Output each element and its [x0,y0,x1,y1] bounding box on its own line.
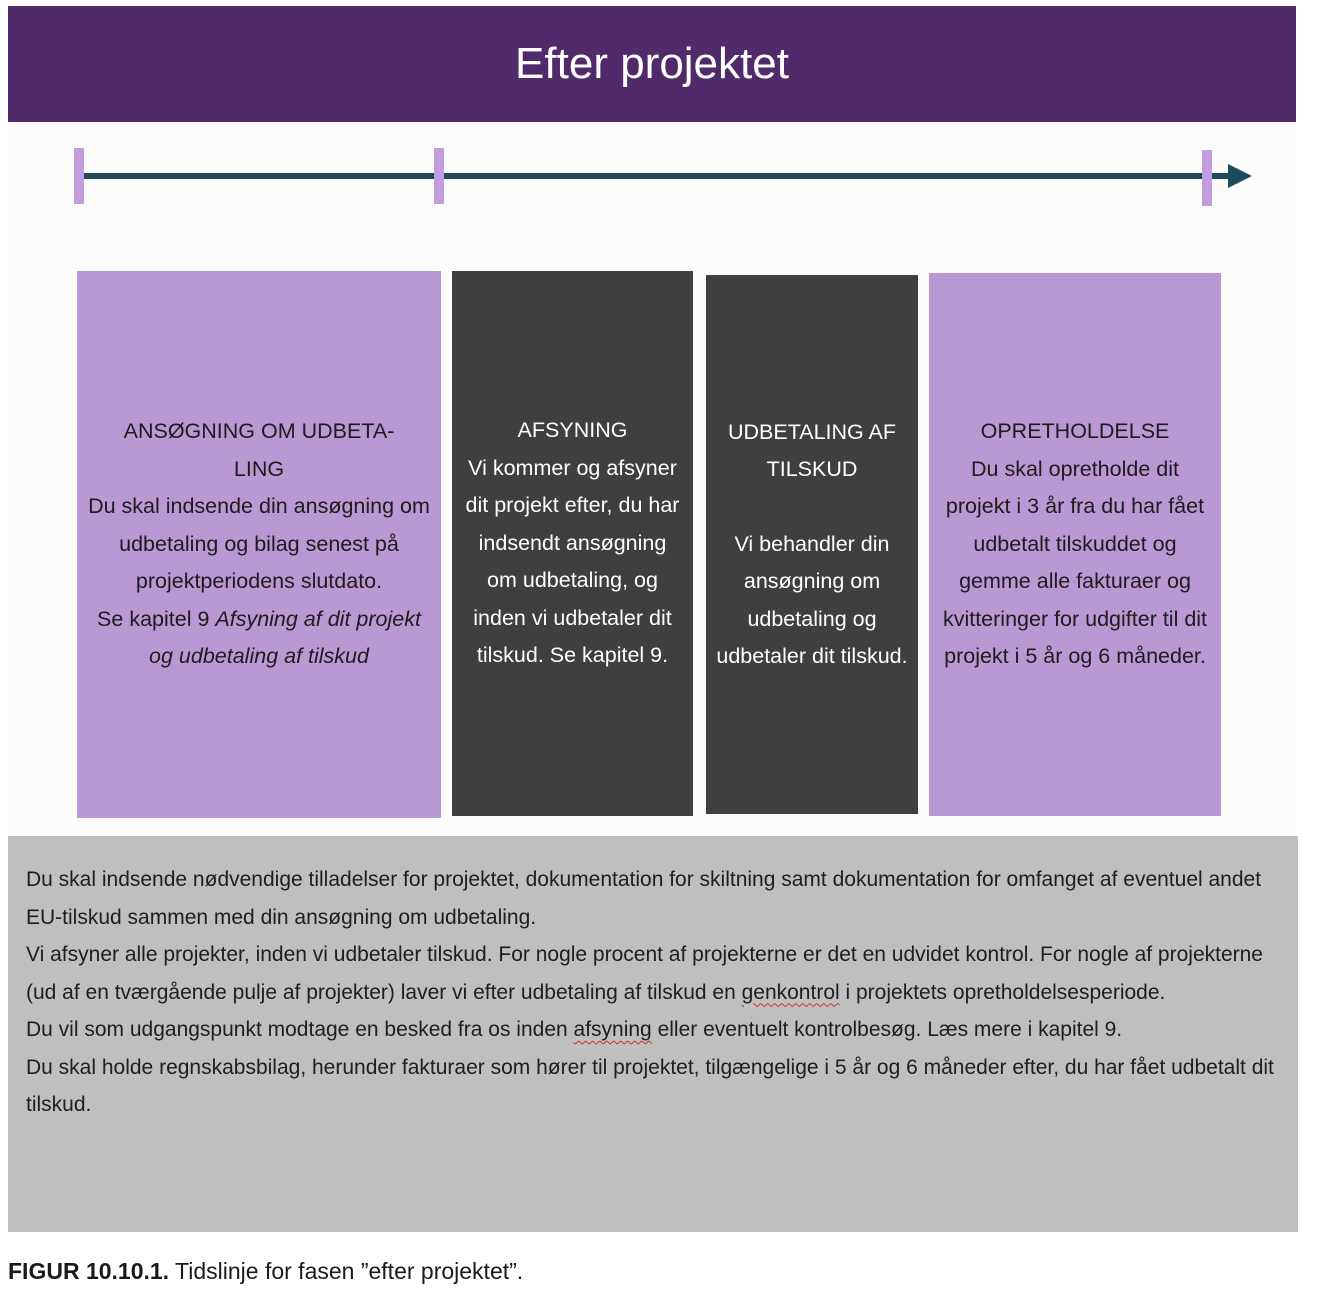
info-note [8,836,1298,1232]
step-maintenance-text: Du skal opretholde dit projekt i 3 år fra du har fået udbetalt tilskuddet og gemme alle fakturaer og kvitteringer for udgifter til dit projekt i 5 år og 6 måneder. [942,456,1208,669]
figure-caption-text: Tidslinje for fasen ”efter projektet”. [169,1258,524,1284]
step-application [77,271,441,818]
title-banner [8,6,1296,122]
timeline-arrowhead [1228,164,1252,188]
step-application-reference: Se kapitel 9 Afsyning af dit projekt og udbetaling af tilskud [97,606,421,669]
step-payout [706,275,918,814]
spellcheck-word-afsyning: afsyning [573,1018,652,1041]
timeline-tick-middle [434,148,444,204]
figure-caption [8,1258,523,1285]
step-application-text: Du skal indsende din ansøgning om udbetaling og bilag senest på projektperiodens slutdato. [88,494,430,594]
step-maintenance-heading: OPRETHOLDELSE [980,419,1170,444]
step-maintenance [929,273,1221,816]
spellcheck-word-genkontrol: genkontrol [741,980,840,1004]
note-paragraph-notice: Du vil som udgangspunkt modtage en besked fra os inden afsyning eller eventuelt kontrolbesøg. Læs mere i kapitel 9. [26,1018,1123,1041]
step-inspection-text: Vi kommer og afsyner dit projekt efter, du har indsendt ansøgning om udbetaling, og inden vi udbetaler dit tilskud. Se kapitel 9. [465,455,680,668]
step-inspection [452,271,693,816]
note-paragraph-inspection: Vi afsyner alle projekter, inden vi udbetaler tilskud. For nogle procent af projekterne er det en udvidet kontrol. For nogle af projekterne (ud af en tværgående pulje af projekter) laver vi efter udbetaling af tilskud en genkontrol i projektets opretholdelsesperiode. [26,943,1263,1004]
step-payout-text: Vi behandler din ansøgning om udbetaling og udbetaler dit tilskud. [716,531,908,668]
timeline-tick-start [74,148,84,204]
timeline-tick-end [1202,150,1212,206]
step-application-heading: ANSØGNING OM UDBETA-LING [123,419,395,481]
step-payout-heading: UDBETALING AF TILSKUD [727,419,897,481]
note-paragraph-permits: Du skal indsende nødvendige tilladelser for projektet, dokumentation for skiltning samt dokumentation for omfanget af eventuel andet EU-tilskud sammen med din ansøgning om udbetaling. [26,868,1262,929]
step-inspection-heading: AFSYNING [517,418,628,443]
note-paragraph-records: Du skal holde regnskabsbilag, herunder fakturaer som hører til projektet, tilgængelige i 5 år og 6 måneder efter, du har fået udbetalt dit tilskud. [26,1055,1274,1116]
step-application-reference-title: Afsyning af dit projekt og udbetaling af tilskud [149,606,421,669]
figure-caption-label: FIGUR 10.10.1. [8,1258,170,1284]
timeline [60,140,1260,220]
page-title: Efter projektet [515,39,789,88]
